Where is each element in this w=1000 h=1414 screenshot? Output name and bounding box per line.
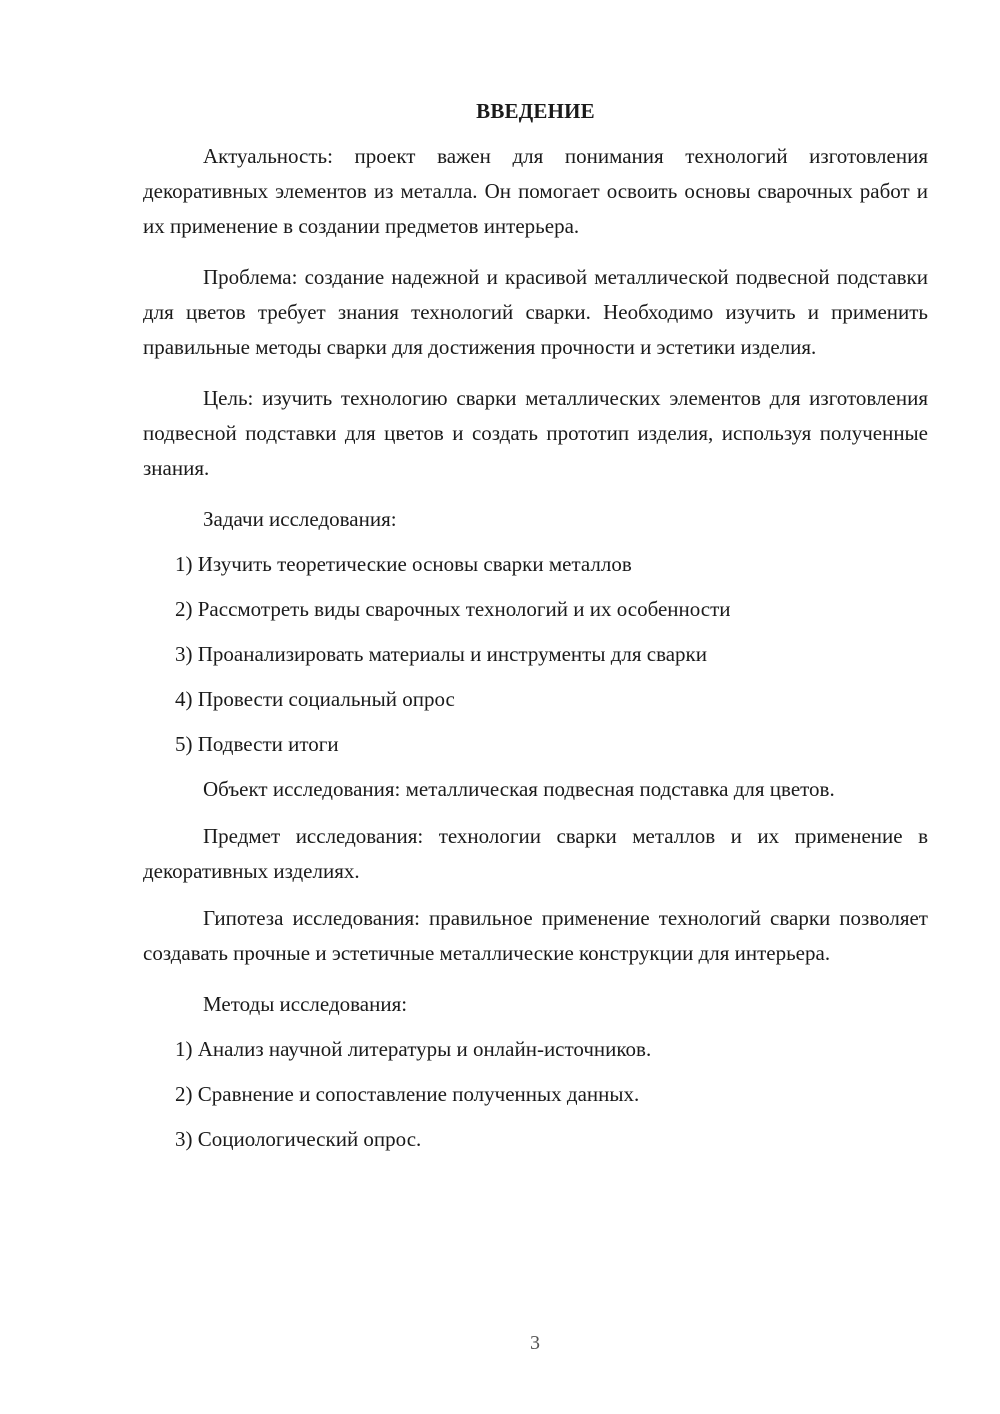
methods-heading: Методы исследования: xyxy=(203,992,408,1016)
list-item: 2) Рассмотреть виды сварочных технологий и их особенности xyxy=(175,597,731,621)
page-number: 3 xyxy=(530,1332,540,1354)
list-item: 4) Провести социальный опрос xyxy=(175,687,455,711)
methods-list xyxy=(143,1032,928,1157)
tasks-heading: Задачи исследования: xyxy=(203,507,397,531)
subject-paragraph: Предмет исследования: технологии сварки металлов и их применение в декоративных изделиях. xyxy=(143,824,928,883)
object-paragraph: Объект исследования: металлическая подвесная подставка для цветов. xyxy=(203,777,835,801)
document-page xyxy=(143,95,928,1167)
list-item: 1) Анализ научной литературы и онлайн-источников. xyxy=(175,1037,652,1061)
list-item: 3) Проанализировать материалы и инструменты для сварки xyxy=(175,642,707,666)
hypothesis-paragraph: Гипотеза исследования: правильное применение технологий сварки позволяет создавать прочные и эстетичные металлические конструкции для интерьера. xyxy=(143,906,928,965)
page-title: ВВЕДЕНИЕ xyxy=(476,99,595,123)
list-item: 3) Социологический опрос. xyxy=(175,1127,422,1151)
list-item: 2) Сравнение и сопоставление полученных данных. xyxy=(175,1082,640,1106)
goal-paragraph: Цель: изучить технологию сварки металлических элементов для изготовления подвесной подставки для цветов и создать прототип изделия, используя полученные знания. xyxy=(143,386,928,480)
list-item: 1) Изучить теоретические основы сварки металлов xyxy=(175,552,632,576)
list-item: 5) Подвести итоги xyxy=(175,732,339,756)
problem-paragraph: Проблема: создание надежной и красивой металлической подвесной подставки для цветов требует знания технологий сварки. Необходимо изучить и применить правильные методы сварки для достижения прочности и эстетики изделия. xyxy=(143,265,928,359)
tasks-list xyxy=(143,547,928,762)
relevance-paragraph: Актуальность: проект важен для понимания технологий изготовления декоративных элементов из металла. Он помогает освоить основы сварочных работ и их применение в создании предметов интерьера. xyxy=(143,144,928,238)
